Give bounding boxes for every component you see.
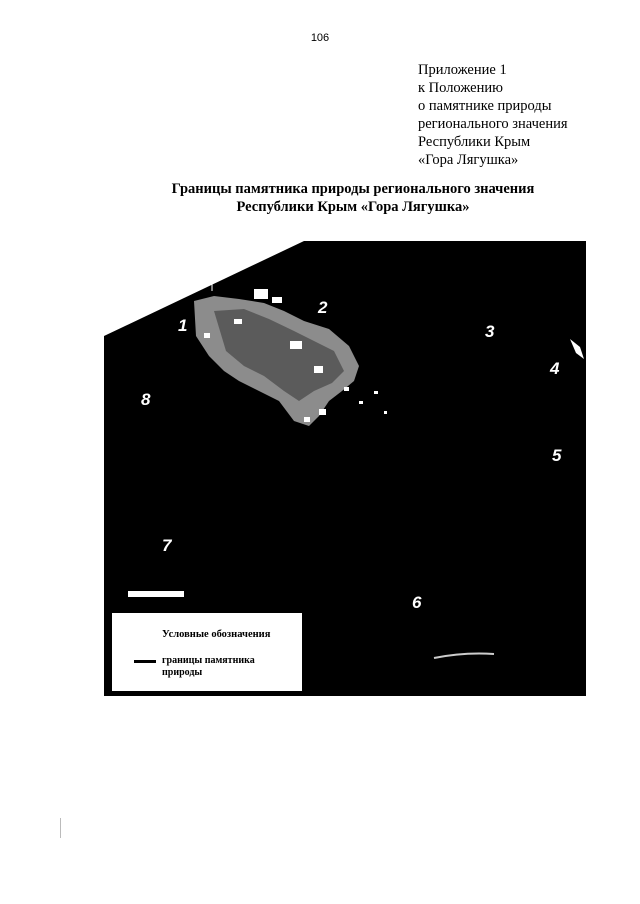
appendix-note <box>418 61 568 169</box>
boundary-point-4: 4 <box>550 359 560 378</box>
appendix-line: о памятнике природы <box>418 98 552 114</box>
appendix-line: к Положению <box>418 80 503 96</box>
boundary-point-3: 3 <box>485 322 495 341</box>
appendix-line: «Гора Лягушка» <box>418 152 519 168</box>
edge-feature <box>570 339 584 359</box>
appendix-line: Приложение 1 <box>418 62 507 78</box>
boundary-point-8: 8 <box>141 390 151 409</box>
title-line-1: Границы памятника природы регионального значения <box>171 181 535 197</box>
boundary-point-2: 2 <box>318 298 328 317</box>
rock-outcrop <box>194 289 387 426</box>
page-number: 106 <box>310 32 330 44</box>
boundary-point-6: 6 <box>412 593 422 612</box>
title-line-2: Республики Крым «Гора Лягушка» <box>236 199 470 215</box>
margin-mark <box>60 818 61 838</box>
scale-bar <box>128 591 184 597</box>
legend-boundary-label: границы памятника природы <box>162 655 255 678</box>
legend-title: Условные обозначения <box>162 629 271 640</box>
map-legend <box>112 613 302 691</box>
appendix-line: регионального значения <box>418 116 568 132</box>
road-line <box>434 654 494 659</box>
document-title <box>0 180 640 216</box>
appendix-line: Республики Крым <box>418 134 531 150</box>
legend-boundary-line-symbol <box>134 660 156 663</box>
boundary-point-7: 7 <box>162 536 172 555</box>
boundary-point-5: 5 <box>552 446 562 465</box>
boundary-point-1: 1 <box>178 316 188 335</box>
satellite-map <box>104 241 586 696</box>
